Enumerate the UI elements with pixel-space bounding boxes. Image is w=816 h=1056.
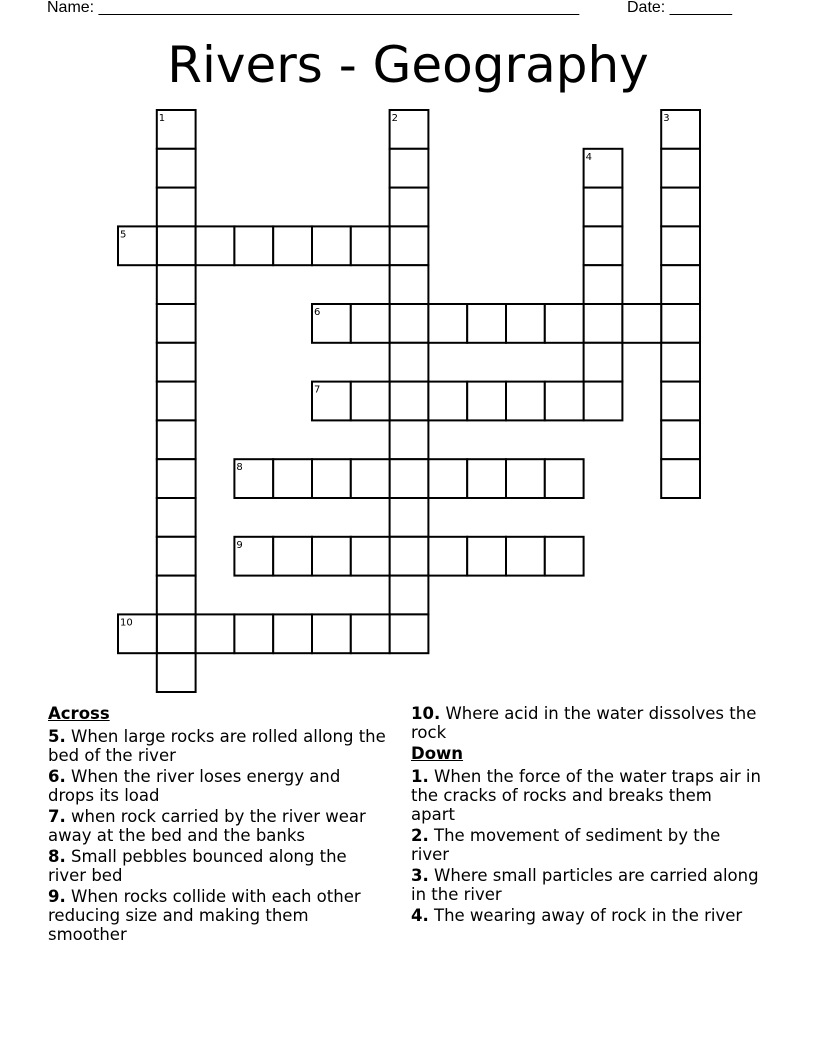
down-clue xyxy=(411,866,761,904)
cell-number-2: 2 xyxy=(391,113,398,124)
crossword-cell[interactable] xyxy=(506,537,545,576)
crossword-cell[interactable] xyxy=(157,576,196,615)
crossword-cell[interactable] xyxy=(506,304,545,343)
cell-number-6: 6 xyxy=(314,307,321,318)
crossword-cell[interactable] xyxy=(351,382,390,421)
cell-number-1: 1 xyxy=(158,113,166,124)
crossword-cell[interactable] xyxy=(390,459,429,498)
crossword-cell[interactable] xyxy=(157,226,196,265)
clue-text: Small pebbles bounced along the river bed xyxy=(48,847,347,885)
clue-text: When rocks collide with each other reducing size and making them smoother xyxy=(48,887,361,944)
crossword-cell[interactable] xyxy=(584,265,623,304)
date-field-label: Date: _______ xyxy=(627,0,732,16)
crossword-cell[interactable] xyxy=(661,265,700,304)
crossword-cell[interactable] xyxy=(390,614,429,653)
clue-text: When large rocks are rolled allong the bed of the river xyxy=(48,727,386,765)
clue-text: when rock carried by the river wear away at the bed and the banks xyxy=(48,807,366,845)
crossword-cell[interactable] xyxy=(428,382,467,421)
crossword-cell[interactable] xyxy=(157,420,196,459)
cell-number-5: 5 xyxy=(120,229,127,241)
clue-number: 9. xyxy=(48,887,66,906)
crossword-cell[interactable] xyxy=(390,226,429,265)
crossword-cell[interactable] xyxy=(428,304,467,343)
crossword-cell[interactable] xyxy=(545,537,584,576)
clue-text: When the river loses energy and drops its load xyxy=(48,767,341,805)
crossword-cell[interactable] xyxy=(157,537,196,576)
clue-number: 4. xyxy=(411,906,429,925)
crossword-cell[interactable] xyxy=(390,304,429,343)
crossword-cell[interactable] xyxy=(661,304,700,343)
crossword-cell[interactable] xyxy=(622,304,661,343)
cell-number-7: 7 xyxy=(314,384,321,396)
clue-number: 2. xyxy=(411,826,429,845)
down-heading: Down xyxy=(411,744,464,763)
down-clue xyxy=(411,906,761,925)
across-clue xyxy=(48,807,388,845)
clues-column-right xyxy=(411,704,761,927)
crossword-cell[interactable] xyxy=(467,304,506,343)
clues-column-left xyxy=(48,704,388,946)
crossword-cell[interactable] xyxy=(390,188,429,227)
crossword-cell[interactable] xyxy=(584,226,623,265)
crossword-cell[interactable] xyxy=(312,459,351,498)
crossword-cell[interactable] xyxy=(545,304,584,343)
cell-number-10: 10 xyxy=(120,617,133,629)
name-field-label: Name: ______________________________________________________ xyxy=(47,0,580,16)
down-clue xyxy=(411,767,761,824)
clue-number: 6. xyxy=(48,767,66,786)
clue-text: The movement of sediment by the river xyxy=(411,826,721,864)
crossword-cell[interactable] xyxy=(273,537,312,576)
crossword-cell[interactable] xyxy=(428,537,467,576)
crossword-cell[interactable] xyxy=(157,265,196,304)
across-clue xyxy=(411,704,761,742)
crossword-cell[interactable] xyxy=(584,188,623,227)
crossword-cell[interactable] xyxy=(390,265,429,304)
clue-number: 1. xyxy=(411,767,429,786)
crossword-cell[interactable] xyxy=(584,343,623,382)
crossword-cell[interactable] xyxy=(661,226,700,265)
crossword-cell[interactable] xyxy=(390,343,429,382)
clue-number: 8. xyxy=(48,847,66,866)
page-title: Rivers - Geography xyxy=(167,36,649,94)
crossword-cell[interactable] xyxy=(273,226,312,265)
crossword-cell[interactable] xyxy=(661,459,700,498)
crossword-cell[interactable] xyxy=(506,382,545,421)
crossword-cell[interactable] xyxy=(157,653,196,692)
crossword-cell[interactable] xyxy=(351,614,390,653)
crossword-cell[interactable] xyxy=(390,420,429,459)
crossword-cell[interactable] xyxy=(545,459,584,498)
crossword-cell[interactable] xyxy=(157,459,196,498)
clue-number: 10. xyxy=(411,704,441,723)
crossword-cell[interactable] xyxy=(351,304,390,343)
crossword-cell[interactable] xyxy=(157,188,196,227)
cell-number-4: 4 xyxy=(585,151,592,163)
crossword-cell[interactable] xyxy=(661,149,700,188)
cell-number-3: 3 xyxy=(663,113,670,124)
cell-number-8: 8 xyxy=(236,462,243,474)
clue-number: 5. xyxy=(48,727,66,746)
crossword-cell[interactable] xyxy=(506,459,545,498)
crossword-cell[interactable] xyxy=(234,226,273,265)
crossword-cell[interactable] xyxy=(273,459,312,498)
crossword-cell[interactable] xyxy=(273,614,312,653)
crossword-cell[interactable] xyxy=(390,576,429,615)
clue-number: 3. xyxy=(411,866,429,885)
crossword-cell[interactable] xyxy=(390,382,429,421)
crossword-cell[interactable] xyxy=(661,188,700,227)
crossword-cell[interactable] xyxy=(196,614,235,653)
clue-text: Where small particles are carried along in the river xyxy=(411,866,759,904)
across-clue xyxy=(48,767,388,805)
crossword-cell[interactable] xyxy=(157,498,196,537)
crossword-cell[interactable] xyxy=(584,304,623,343)
crossword-cell[interactable] xyxy=(661,343,700,382)
crossword-cell[interactable] xyxy=(157,343,196,382)
crossword-cell[interactable] xyxy=(390,149,429,188)
crossword-cell[interactable] xyxy=(467,537,506,576)
crossword-cell[interactable] xyxy=(312,614,351,653)
crossword-cell[interactable] xyxy=(584,382,623,421)
crossword-cell[interactable] xyxy=(157,149,196,188)
across-clue xyxy=(48,727,388,765)
crossword-cell[interactable] xyxy=(390,537,429,576)
crossword-cell[interactable] xyxy=(351,459,390,498)
crossword-cell[interactable] xyxy=(545,382,584,421)
cell-number-9: 9 xyxy=(236,539,243,551)
crossword-cell[interactable] xyxy=(351,226,390,265)
crossword-cell[interactable] xyxy=(467,382,506,421)
crossword-cell[interactable] xyxy=(157,304,196,343)
crossword-cell[interactable] xyxy=(351,537,390,576)
clue-text: When the force of the water traps air in the cracks of rocks and breaks them apart xyxy=(411,767,761,824)
crossword-cell[interactable] xyxy=(661,382,700,421)
across-clue xyxy=(48,887,388,944)
crossword-cell[interactable] xyxy=(467,459,506,498)
down-clue xyxy=(411,826,761,864)
crossword-cell[interactable] xyxy=(157,382,196,421)
across-clue xyxy=(48,847,388,885)
crossword-cell[interactable] xyxy=(157,614,196,653)
crossword-cell[interactable] xyxy=(312,226,351,265)
clue-text: The wearing away of rock in the river xyxy=(434,906,743,925)
crossword-cell[interactable] xyxy=(390,498,429,537)
crossword-cell[interactable] xyxy=(312,537,351,576)
crossword-cell[interactable] xyxy=(428,459,467,498)
clue-text: Where acid in the water dissolves the rock xyxy=(411,704,757,742)
across-heading: Across xyxy=(48,704,110,723)
clue-number: 7. xyxy=(48,807,66,826)
crossword-cell[interactable] xyxy=(196,226,235,265)
crossword-cell[interactable] xyxy=(661,420,700,459)
crossword-cell[interactable] xyxy=(234,614,273,653)
